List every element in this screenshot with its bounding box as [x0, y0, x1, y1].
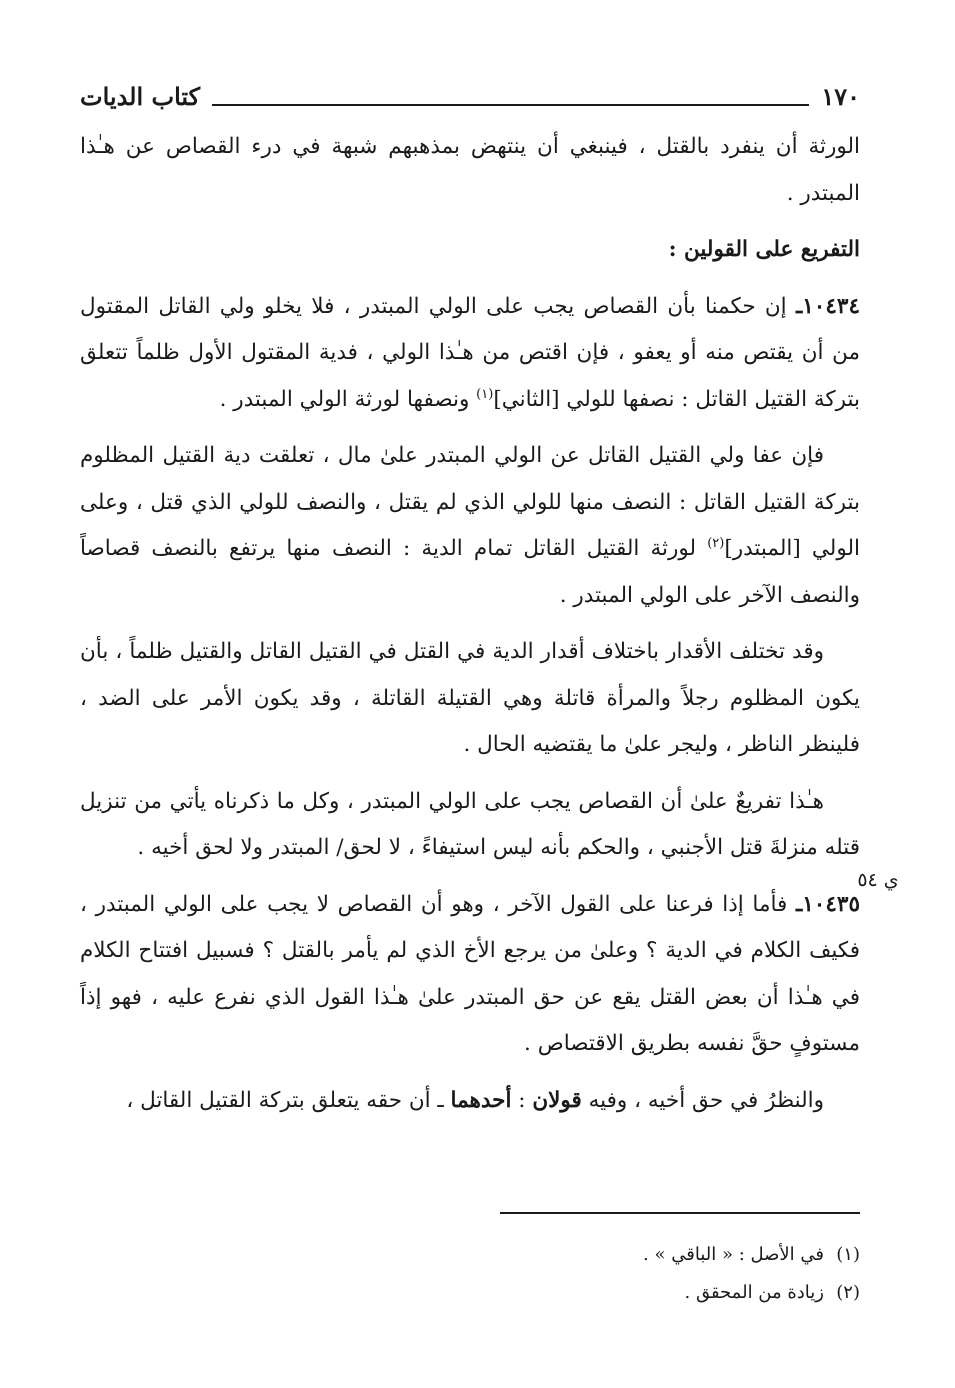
footnotes: [400, 1236, 860, 1312]
paragraph: هـٰذا تفريعٌ علىٰ أن القصاص يجب على الولي المبتدر ، وكل ما ذكرناه يأتي من تنزيل قتله منزلةَ قتل الأجنبي ، والحكم بأنه ليس استيفاءً ، لا لحق/ المبتدر ولا لحق أخيه .: [80, 788, 860, 860]
paragraph-continuation: الورثة أن ينفرد بالقتل ، فينبغي أن ينتهض بمذهبهم شبهة في درء القصاص عن هـٰذا المبتدر .: [80, 134, 860, 206]
footnote-rule: [500, 1212, 860, 1214]
bold-term: أحدهما: [450, 1087, 512, 1113]
footnote-text: زيادة من المحقق .: [684, 1282, 824, 1303]
footnote-number: (١): [836, 1244, 860, 1265]
footnote: [400, 1236, 860, 1274]
paragraph-text: إن حكمنا بأن القصاص يجب على الولي المبتدر ، فلا يخلو ولي القاتل المقتول من أن يقتص منه أو يعفو ، فإن اقتص من هـٰذا الولي ، فدية المقتول الأول ظلماً تتعلق بتركة القتيل القاتل : نصفها للولي [الثاني]: [80, 293, 860, 412]
footnote-number: (٢): [836, 1282, 860, 1303]
paragraph-text: لورثة القتيل القاتل تمام الدية : النصف منها يرتفع بالنصف قصاصاً والنصف الآخر على الولي المبتدر .: [80, 536, 860, 608]
paragraph-text: ـ أن حقه يتعلق بتركة القتيل القاتل ،: [126, 1087, 451, 1113]
footnote: [400, 1274, 860, 1312]
paragraph-text: فإن عفا ولي القتيل القاتل عن الولي المبتدر علىٰ مال ، تعلقت دية القتيل المظلوم بتركة القتيل القاتل : النصف منها للولي الذي لم يقتل ، والنصف للولي الذي قتل ، وعلى الولي [المبتدر]: [80, 443, 860, 561]
paragraph: وقد تختلف الأقدار باختلاف أقدار الدية في القتل في القتيل القاتل والقتيل ظلماً ، بأن يكون المظلوم رجلاً والمرأة قاتلة وهي القتيلة القاتلة ، وقد يكون الأمر على الضد ، فلينظر الناظر ، وليجر علىٰ ما يقتضيه الحال .: [80, 639, 860, 757]
paragraph-text: :: [511, 1087, 533, 1113]
page-number: ١٧٠: [821, 82, 860, 111]
header-rule: [212, 104, 809, 106]
paragraph-text: والنظرُ في حق أخيه ، وفيه: [581, 1087, 824, 1113]
margin-marker: ي ٥٤: [857, 869, 899, 891]
paragraph-number: ١٠٤٣٥ـ: [795, 891, 860, 917]
paragraph-text: فأما إذا فرعنا على القول الآخر ، وهو أن القصاص لا يجب على الولي المبتدر ، فكيف الكلام في الدية ؟ وعلىٰ من يرجع الأخ الذي لم يأمر بالقتل ؟ فسبيل افتتاح الكلام في هـٰذا أن بعض القتل يقع عن حق المبتدر علىٰ هـٰذا القول الذي نفرع عليه ، فهو إذاً مستوفٍ حقَّ نفسه بطريق الاقتصاص .: [80, 891, 860, 1056]
paragraph-10435: [80, 882, 860, 1068]
main-text: [80, 124, 860, 1134]
book-title: كتاب الديات: [80, 82, 201, 111]
paragraph-number: ١٠٤٣٤ـ: [795, 293, 860, 319]
paragraph: [80, 433, 860, 619]
paragraph: [80, 1078, 860, 1125]
footnote-ref-1: (١): [476, 386, 494, 402]
bold-term: قولان: [532, 1087, 582, 1113]
footnote-text: في الأصل : « الباقي » .: [643, 1244, 824, 1265]
paragraph-text: ونصفها لورثة الولي المبتدر .: [219, 386, 477, 412]
section-heading: التفريع على القولين :: [668, 237, 860, 262]
paragraph-10434: [80, 284, 860, 424]
running-header: [80, 78, 860, 112]
footnote-ref-2: (٢): [707, 535, 725, 551]
